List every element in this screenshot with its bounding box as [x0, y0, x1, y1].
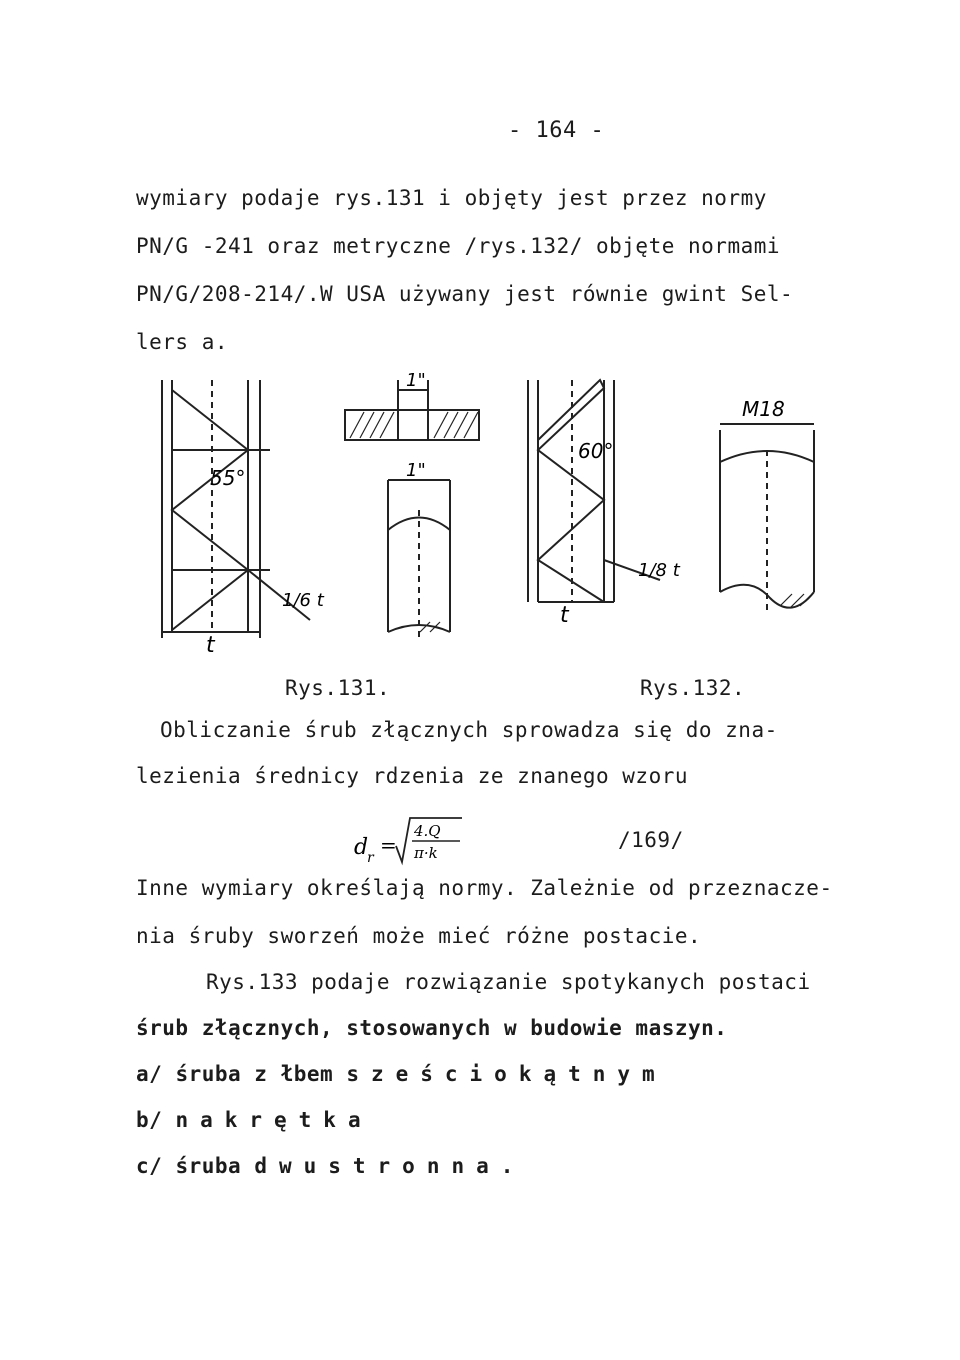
formula-number: /169/: [618, 828, 684, 852]
fig132-diameter-label: M18: [742, 397, 785, 421]
formula-lhs: d: [354, 835, 369, 860]
fig132-pitch-label: t: [560, 603, 569, 628]
page-number: - 164 -: [508, 118, 605, 143]
paragraph-bottom-line-3: Rys.133 podaje rozwiązanie spotykanych postaci: [206, 970, 811, 994]
paragraph-top-line-3: PN/G/208-214/.W USA używany jest równie gwint Sel-: [136, 282, 794, 306]
paragraph-bottom-line-2: nia śruby sworzeń może mieć różne postacie.: [136, 924, 702, 948]
paragraph-top-line-2: PN/G -241 oraz metryczne /rys.132/ objęte normami: [136, 234, 781, 258]
list-spaced-word: dwustronna.: [254, 1154, 526, 1178]
formula-lhs-subscript: r: [367, 850, 374, 866]
list-item-c: [136, 1154, 525, 1178]
fig131-pitch-label: t: [206, 633, 215, 658]
paragraph-bottom-line-4: śrub złącznych, stosowanych w budowie maszyn.: [136, 1016, 728, 1040]
fig131-pitch-inch-label-lower: 1": [406, 460, 426, 481]
formula-169: [350, 812, 510, 876]
figure-132-thread-profile: [520, 370, 830, 630]
list-marker: b/: [136, 1108, 163, 1132]
formula-equals: =: [380, 833, 397, 857]
list-marker: c/: [136, 1154, 163, 1178]
figure-132-caption: Rys.132.: [640, 676, 746, 700]
paragraph-mid-line-1: Obliczanie śrub złącznych sprowadza się do zna-: [160, 718, 778, 742]
formula-denominator: π·k: [414, 844, 438, 862]
fig131-angle-label: 55°: [210, 466, 246, 490]
list-lead: śruba: [175, 1154, 242, 1178]
list-item-b: [136, 1108, 373, 1132]
fig131-depth-label: 1/6 t: [282, 590, 324, 611]
formula-numerator: 4.Q: [414, 822, 441, 840]
paragraph-top-line-4: lers a.: [136, 330, 229, 354]
paragraph-bottom-line-1: Inne wymiary określają normy. Zależnie od przeznacze-: [136, 876, 833, 900]
fig132-depth-label: 1/8 t: [638, 560, 680, 581]
list-spaced-word: sześciokątnym: [346, 1062, 667, 1086]
paragraph-mid-line-2: lezienia średnicy rdzenia ze znanego wzoru: [136, 764, 689, 788]
fig132-angle-label: 60°: [578, 439, 614, 463]
figure-131-caption: Rys.131.: [285, 676, 391, 700]
fig131-pitch-inch-label: 1": [406, 370, 426, 391]
list-spaced-word: nakrętka: [175, 1108, 373, 1132]
list-item-a: [136, 1062, 667, 1086]
figure-131-thread-profile: [150, 370, 480, 660]
list-lead: śruba z łbem: [175, 1062, 334, 1086]
list-marker: a/: [136, 1062, 163, 1086]
paragraph-top-line-1: wymiary podaje rys.131 i objęty jest przez normy: [136, 186, 767, 210]
